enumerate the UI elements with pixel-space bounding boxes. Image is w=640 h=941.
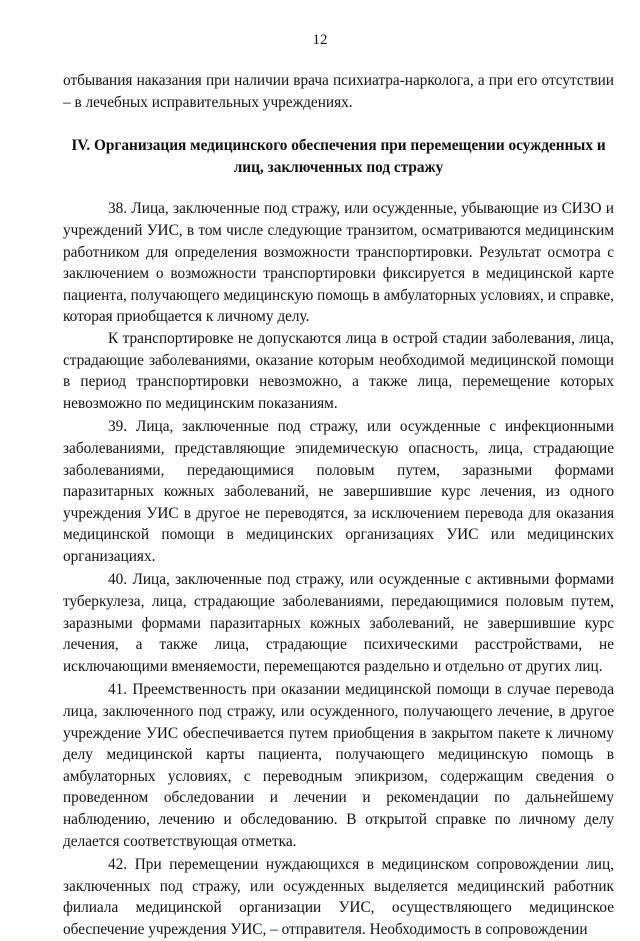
paragraph-41: 41. Преемственность при оказании медицинской помощи в случае перевода лица, заключенного под стражу, или осужденного, получающего лечение, в другое учреждение УИС обеспечивается путем приобщения в закрытом пакете к личному делу медицинской карты пациента, получающего медицинскую помощь в амбулаторных условиях, с переводным эпикризом, содержащим сведения о проведенном обследовании и лечении и рекомендации по дальнейшему наблюдению, лечению и обследованию. В открытой справке по личному делу делается соответствующая отметка. [63, 681, 614, 850]
paragraph-38-transport-restrictions: К транспортировке не допускаются лица в острой стадии заболевания, лица, страдающие заболеваниями, оказание которым необходимой медицинской помощи в период транспортировки невозможно, а также лица, перемещение которых невозможно по медицинским показаниям. [63, 329, 614, 412]
paragraph-38: 38. Лица, заключенные под стражу, или осужденные, убывающие из СИЗО и учреждений УИС, в том числе следующие транзитом, осматриваются медицинским работником для определения возможности транспортировки. Результат осмотра с заключением о возможности транспортировки фиксируется в медицинской карте пациента, получающего медицинскую помощь в амбулаторных условиях, и справке, которая приобщается к личному делу. [63, 200, 614, 326]
document-body [63, 70, 614, 941]
section-heading: IV. Организация медицинского обеспечения при перемещении осужденных и лиц, заключенных под стражу [71, 137, 606, 176]
page-number: 12 [312, 32, 328, 48]
intro-continuation-paragraph: отбывания наказания при наличии врача психиатра-нарколога, а при его отсутствии – в лечебных исправительных учреждениях. [63, 72, 614, 111]
paragraph-40: 40. Лица, заключенные под стражу, или осужденные с активными формами туберкулеза, лица, страдающие заболеваниями, передающимися половым путем, заразными формами паразитарных кожных заболеваний, не завершившие курс лечения, а также лица, страдающие психическими расстройствами, не исключающими вменяемости, перемещаются раздельно и отдельно от других лиц. [63, 571, 614, 675]
paragraph-39: 39. Лица, заключенные под стражу, или осужденные с инфекционными заболеваниями, представляющие эпидемическую опасность, лица, страдающие заболеваниями, передающимися половым путем, заразными формами паразитарных кожных заболеваний, не завершившие курс лечения, из одного учреждения УИС в другое не переводятся, за исключением перевода для оказания медицинской помощи в медицинских организациях УИС или медицинских организациях. [63, 418, 614, 565]
paragraph-42: 42. При перемещении нуждающихся в медицинском сопровождении лиц, заключенных под стражу, или осужденных выделяется медицинский работник филиала медицинской организации УИС, осуществляющего медицинское обеспечение учреждения УИС, – отправителя. Необходимость в сопровождении [63, 856, 614, 938]
